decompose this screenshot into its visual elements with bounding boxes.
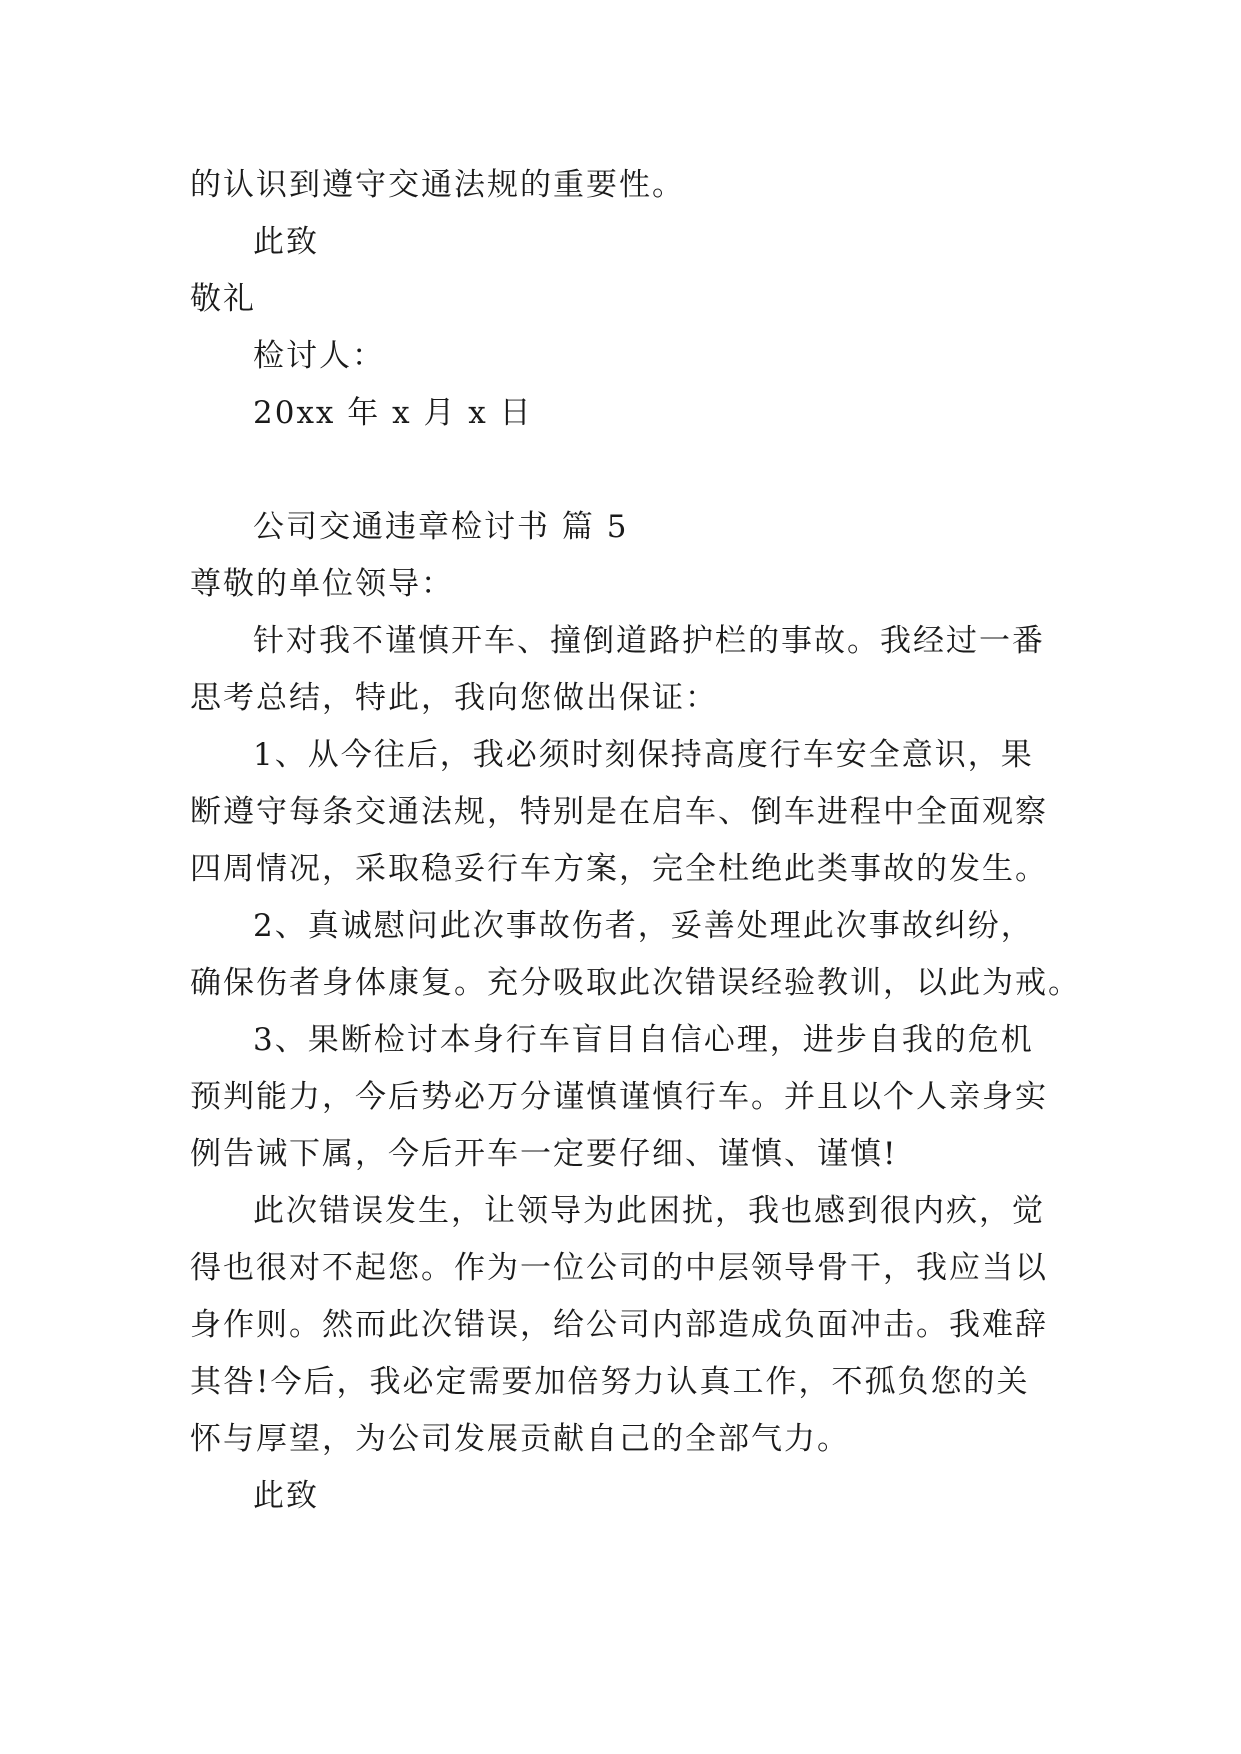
text-line: 例告诫下属，今后开车一定要仔细、谨慎、谨慎! (190, 1136, 898, 1172)
signature-label: 检讨人： (253, 338, 385, 374)
text-line: 确保伤者身体康复。充分吸取此次错误经验教训，以此为戒。 (190, 965, 1081, 1001)
date-line: 20xx 年 x 月 x 日 (253, 395, 533, 431)
text-line: 思考总结，特此，我向您做出保证： (190, 680, 718, 716)
text-line: 其咎!今后，我必定需要加倍努力认真工作，不孤负您的关 (190, 1364, 1030, 1400)
text-line: 的认识到遵守交通法规的重要性。 (190, 167, 685, 203)
greeting: 尊敬的单位领导： (190, 566, 454, 602)
text-line: 3、果断检讨本身行车盲目自信心理，进步自我的危机 (253, 1022, 1034, 1058)
text-line: 1、从今往后，我必须时刻保持高度行车安全意识，果 (253, 737, 1034, 773)
text-line: 预判能力，今后势必万分谨慎谨慎行车。并且以个人亲身实 (190, 1079, 1048, 1115)
text-line: 得也很对不起您。作为一位公司的中层领导骨干，我应当以 (190, 1250, 1048, 1286)
text-line: 身作则。然而此次错误，给公司内部造成负面冲击。我难辞 (190, 1307, 1048, 1343)
closing-salutation: 此致 (253, 1478, 319, 1514)
closing-salutation: 此致 (253, 224, 319, 260)
text-line: 断遵守每条交通法规，特别是在启车、倒车进程中全面观察 (190, 794, 1048, 830)
text-line: 针对我不谨慎开车、撞倒道路护栏的事故。我经过一番 (253, 623, 1045, 659)
text-line: 怀与厚望，为公司发展贡献自己的全部气力。 (190, 1421, 850, 1457)
section-title: 公司交通违章检讨书 篇 5 (253, 509, 629, 545)
closing-regards: 敬礼 (190, 281, 256, 317)
text-line: 2、真诚慰问此次事故伤者，妥善处理此次事故纠纷， (253, 908, 1034, 944)
text-line: 四周情况，采取稳妥行车方案，完全杜绝此类事故的发生。 (190, 851, 1048, 887)
text-line: 此次错误发生，让领导为此困扰，我也感到很内疚，觉 (253, 1193, 1045, 1229)
